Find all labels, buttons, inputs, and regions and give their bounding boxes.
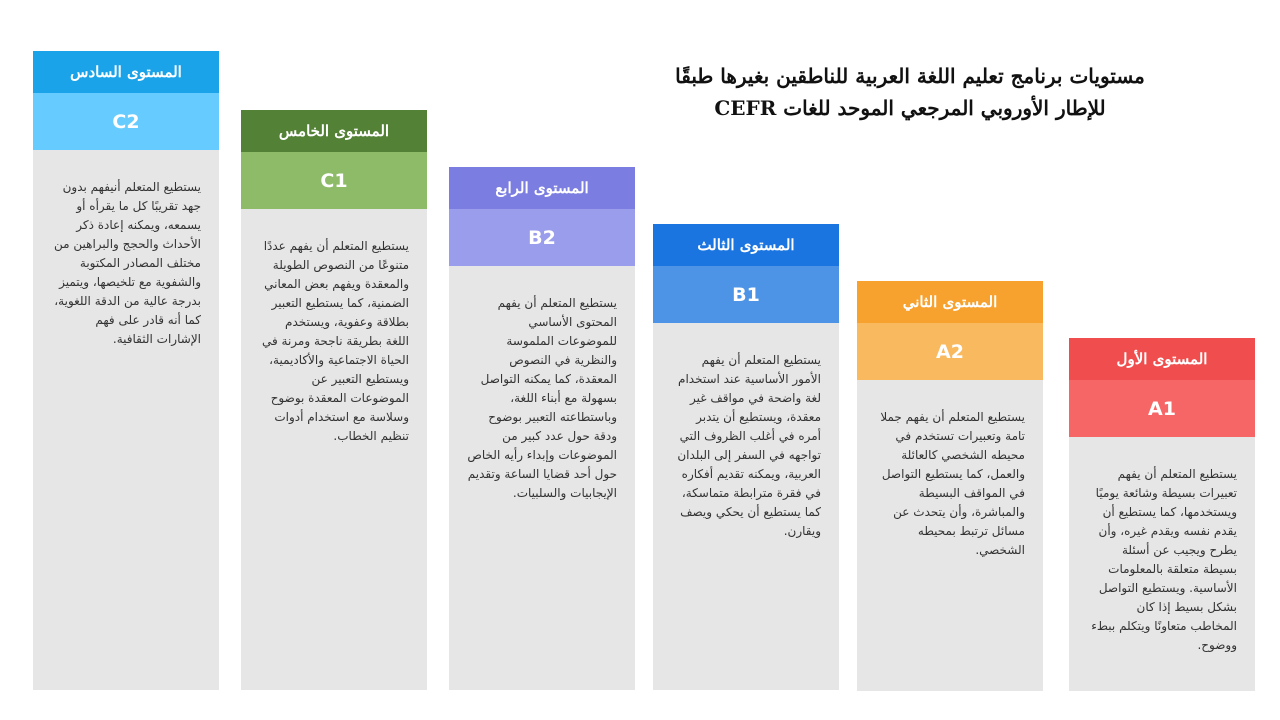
level-header: المستوى الثاني	[857, 281, 1043, 323]
level-header: المستوى الرابع	[449, 167, 635, 209]
title-line-2: للإطار الأوروبي المرجعي الموحد للغات CEFR	[714, 96, 1106, 120]
level-description: يستطيع المتعلم أن يفهم المحتوى الأساسي للموضوعات الملموسة والنظرية في النصوص المعقدة، كما يمكنه التواصل بسهولة مع أبناء اللغة، وباستطاعته التعبير بوضوح ودقة حول عدد كبير من الموضوعات وإبداء رأيه الخاص حول أحد قضايا الساعة وتقديم الإيجابيات والسلبيات.	[467, 296, 617, 500]
level-description-box	[857, 380, 1043, 691]
level-description: يستطيع المتعلم أن يفهم جملا تامة وتعبيرات تستخدم في محيطه الشخصي كالعائلة والعمل، كما يستطيع التواصل في المواقف البسيطة والمباشرة، وأن يتحدث عن مسائل ترتبط بمحيطه الشخصي.	[880, 410, 1025, 557]
level-code: B2	[449, 209, 635, 266]
level-column-c2	[33, 51, 219, 690]
level-description-box	[241, 209, 427, 690]
level-column-a1	[1069, 338, 1255, 691]
level-code: A1	[1069, 380, 1255, 437]
level-code: C2	[33, 93, 219, 150]
level-column-a2	[857, 281, 1043, 691]
level-description: يستطيع المتعلم أنيفهم بدون جهد تقريبًا كل ما يقرأه أو يسمعه، ويمكنه إعادة ذكر الأحداث والحجج والبراهين من مختلف المصادر المكتوبة والشفوية مع تلخيصها، ويتميز بدرجة عالية من الدقة اللغوية، كما أنه قادر على فهم الإشارات الثقافية.	[54, 180, 201, 346]
title-line-1: مستويات برنامج تعليم اللغة العربية للناطقين بغيرها طبقًا	[675, 64, 1145, 88]
page-title	[600, 60, 1220, 124]
level-description-box	[449, 266, 635, 690]
level-header: المستوى الأول	[1069, 338, 1255, 380]
level-header: المستوى الخامس	[241, 110, 427, 152]
level-column-b1	[653, 224, 839, 690]
level-header: المستوى الثالث	[653, 224, 839, 266]
level-description: يستطيع المتعلم أن يفهم عددًا متنوعًا من النصوص الطويلة والمعقدة ويفهم بعض المعاني الضمنية، كما يستطيع التعبير بطلاقة وعفوية، ويستخدم اللغة بطريقة ناجحة ومرنة في الحياة الاجتماعية والأكاديمية، ويستطيع التعبير عن الموضوعات المعقدة بوضوح وسلاسة مع استخدام أدوات تنظيم الخطاب.	[261, 239, 409, 443]
level-description: يستطيع المتعلم أن يفهم تعبيرات بسيطة وشائعة يوميًا ويستخدمها، كما يستطيع أن يقدم نفسه ويقدم غيره، وأن يطرح ويجيب عن أسئلة بسيطة متعلقة بالمعلومات الأساسية. ويستطيع التواصل بشكل بسيط إذا كان المخاطب متعاونًا ويتكلم ببطء ووضوح.	[1091, 467, 1237, 652]
level-code: A2	[857, 323, 1043, 380]
level-code: B1	[653, 266, 839, 323]
level-column-c1	[241, 110, 427, 690]
level-description-box	[1069, 437, 1255, 691]
level-column-b2	[449, 167, 635, 690]
level-code: C1	[241, 152, 427, 209]
level-description: يستطيع المتعلم أن يفهم الأمور الأساسية عند استخدام لغة واضحة في مواقف غير معقدة، ويستطيع أن يتدبر أمره في أغلب الظروف التي تواجهه في السفر إلى البلدان العربية، ويمكنه تقديم أفكاره في فقرة مترابطة متماسكة، كما يستطيع أن يحكي ويصف ويقارن.	[677, 353, 821, 538]
level-header: المستوى السادس	[33, 51, 219, 93]
level-description-box	[653, 323, 839, 690]
level-description-box	[33, 150, 219, 690]
